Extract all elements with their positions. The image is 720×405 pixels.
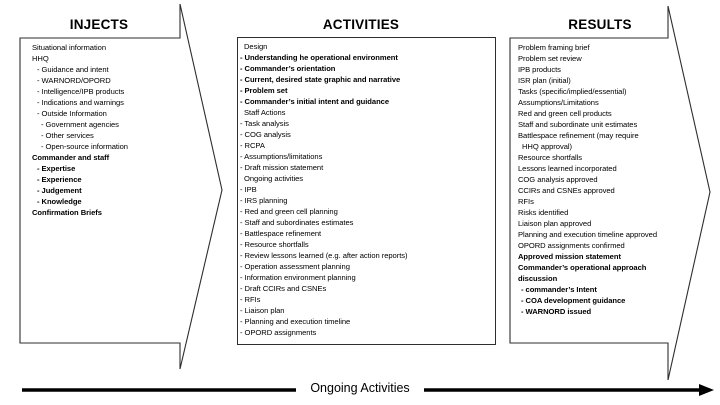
list-item: - COG analysis bbox=[240, 130, 291, 139]
list-item: Confirmation Briefs bbox=[32, 208, 102, 217]
list-item: - Assumptions/limitations bbox=[240, 152, 323, 161]
results-title: RESULTS bbox=[568, 17, 632, 32]
list-item: - Open-source information bbox=[41, 142, 128, 151]
list-item: Problem set review bbox=[518, 54, 582, 63]
list-item: - Indications and warnings bbox=[37, 98, 124, 107]
list-item: Risks identified bbox=[518, 208, 569, 217]
list-item: - Problem set bbox=[240, 86, 288, 95]
injects-list bbox=[32, 42, 182, 218]
list-item: Resource shortfalls bbox=[518, 153, 583, 162]
list-item: Red and green cell products bbox=[518, 109, 612, 118]
list-item: - Resource shortfalls bbox=[240, 240, 309, 249]
list-item: - RFIs bbox=[240, 295, 261, 304]
list-item: - Information environment planning bbox=[240, 273, 356, 282]
list-item: discussion bbox=[518, 274, 558, 283]
injects-title: INJECTS bbox=[69, 17, 129, 32]
list-item: - WARNORD issued bbox=[521, 307, 592, 316]
list-item: - Commander’s orientation bbox=[240, 64, 336, 73]
list-item: - Staff and subordinates estimates bbox=[240, 218, 354, 227]
ongoing-arrow-head bbox=[699, 384, 714, 396]
list-item: - Battlespace refinement bbox=[240, 229, 322, 238]
list-item: - Government agencies bbox=[41, 120, 119, 129]
list-item: Liaison plan approved bbox=[518, 219, 592, 228]
list-item: - Red and green cell planning bbox=[240, 207, 338, 216]
list-item: Approved mission statement bbox=[518, 252, 621, 261]
list-item: - IRS planning bbox=[240, 196, 288, 205]
activities-title: ACTIVITIES bbox=[322, 17, 400, 32]
list-item: - COA development guidance bbox=[521, 296, 626, 305]
list-item: Staff Actions bbox=[244, 108, 286, 117]
list-item: - WARNORD/OPORD bbox=[37, 76, 111, 85]
list-item: - Guidance and intent bbox=[37, 65, 109, 74]
list-item: CCIRs and CSNEs approved bbox=[518, 186, 615, 195]
list-item: Battlespace refinement (may require bbox=[518, 131, 639, 140]
list-item: ISR plan (initial) bbox=[518, 76, 571, 85]
list-item: - Task analysis bbox=[240, 119, 289, 128]
list-item: Problem framing brief bbox=[518, 43, 590, 52]
list-item: HHQ bbox=[32, 54, 49, 63]
list-item: - Knowledge bbox=[37, 197, 82, 206]
list-item: - IPB bbox=[240, 185, 257, 194]
list-item: - Commander’s initial intent and guidance bbox=[240, 97, 389, 106]
list-item: HHQ approval) bbox=[522, 142, 572, 151]
list-item: - commander’s Intent bbox=[521, 285, 597, 294]
list-item: - Outside Information bbox=[37, 109, 107, 118]
list-item: RFIs bbox=[518, 197, 534, 206]
list-item: Planning and execution timeline approved bbox=[518, 230, 658, 239]
list-item: - Understanding he operational environment bbox=[240, 53, 398, 62]
list-item: - Operation assessment planning bbox=[240, 262, 350, 271]
list-item: - Experience bbox=[37, 175, 82, 184]
list-item: - Liaison plan bbox=[240, 306, 285, 315]
list-item: - RCPA bbox=[240, 141, 265, 150]
list-item: Commander and staff bbox=[32, 153, 110, 162]
list-item: - Expertise bbox=[37, 164, 76, 173]
list-item: IPB products bbox=[518, 65, 561, 74]
list-item: Ongoing activities bbox=[244, 174, 304, 183]
ongoing-activities-label: Ongoing Activities bbox=[310, 381, 410, 395]
list-item: - Draft CCIRs and CSNEs bbox=[240, 284, 327, 293]
list-item: OPORD assignments confirmed bbox=[518, 241, 625, 250]
results-list bbox=[518, 42, 688, 317]
list-item: Staff and subordinate unit estimates bbox=[518, 120, 638, 129]
list-item: Commander’s operational approach bbox=[518, 263, 647, 272]
list-item: - Other services bbox=[41, 131, 94, 140]
list-item: Assumptions/Limitations bbox=[518, 98, 599, 107]
activities-list bbox=[240, 41, 496, 338]
list-item: - Intelligence/IPB products bbox=[37, 87, 125, 96]
list-item: - OPORD assignments bbox=[240, 328, 317, 337]
list-item: Design bbox=[244, 42, 268, 51]
list-item: - Draft mission statement bbox=[240, 163, 324, 172]
list-item: - Current, desired state graphic and narrative bbox=[240, 75, 401, 84]
list-item: COG analysis approved bbox=[518, 175, 598, 184]
list-item: Lessons learned incorporated bbox=[518, 164, 617, 173]
list-item: - Review lessons learned (e.g. after action reports) bbox=[240, 251, 408, 260]
list-item: - Judgement bbox=[37, 186, 82, 195]
list-item: Tasks (specific/implied/essential) bbox=[518, 87, 627, 96]
list-item: - Planning and execution timeline bbox=[240, 317, 351, 326]
list-item: Situational information bbox=[32, 43, 106, 52]
